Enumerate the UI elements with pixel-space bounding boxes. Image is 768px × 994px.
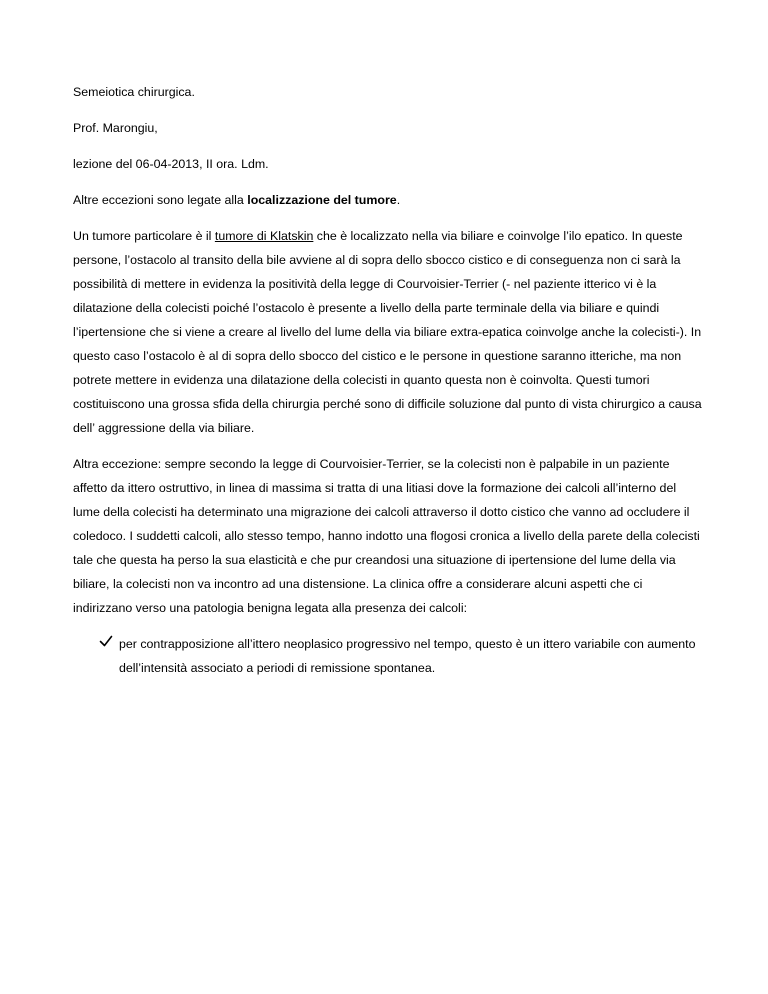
list-item bbox=[73, 632, 703, 680]
intro-bold-term: localizzazione del tumore bbox=[247, 193, 397, 207]
bullet-text: per contrapposizione all’ittero neoplasico progressivo nel tempo, questo è un ittero variabile con aumento dell’intensità associato a periodi di remissione spontanea. bbox=[119, 637, 696, 675]
checkmark-icon bbox=[99, 634, 113, 648]
intro-text: Altre eccezioni sono legate alla bbox=[73, 193, 248, 207]
course-title: Semeiotica chirurgica. bbox=[73, 85, 195, 99]
intro-end: . bbox=[396, 193, 401, 207]
klatskin-body: che è localizzato nella via biliare e coinvolge l’ilo epatico. In queste persone, l’ostacolo al transito della bile avviene al di sopra dello sbocco cistico e di conseguenza non ci sarà la possibilità di mettere in evidenza la positività della legge di Courvoisier-Terrier (- nel paziente itterico vi è la dilatazione della colecisti poiché l’ostacolo è presente a livello della parte terminale della via biliare e quindi l’ipertensione che si viene a creare al livello del lume della via biliare extra-epatica coinvolge anche la colecisti-). In questo caso l’ostacolo è al di sopra dello sbocco del cistico e le persone in questione saranno itteriche, ma non potrete mettere in evidenza una dilatazione della colecisti in quanto questa non è coinvolta. Questi tumori costituiscono una grossa sfida della chirurgia perché sono di difficile soluzione dal punto di vista chirurgico a causa dell’ aggressione della via biliare. bbox=[73, 229, 702, 435]
lesson-info: lezione del 06-04-2013, II ora. Ldm. bbox=[73, 157, 269, 171]
intro-paragraph bbox=[73, 188, 703, 212]
document-body bbox=[73, 80, 703, 680]
exception-paragraph: Altra eccezione: sempre secondo la legge di Courvoisier-Terrier, se la colecisti non è palpabile in un paziente affetto da ittero ostruttivo, in linea di massima si tratta di una litiasi dove la formazione dei calcoli all’interno del lume della colecisti ha determinato una migrazione dei calcoli attraverso il dotto cistico che vanno ad occludere il coledoco. I suddetti calcoli, allo stesso tempo, hanno indotto una flogosi cronica a livello della parete della colecisti tale che questa ha perso la sua elasticità e che pur creandosi una situazione di ipertensione del lume della via biliare, la colecisti non va incontro ad una distensione. La clinica offre a considerare alcuni aspetti che ci indirizzano verso una patologia benigna legata alla presenza dei calcoli: bbox=[73, 457, 700, 615]
klatskin-term: tumore di Klatskin bbox=[214, 229, 314, 243]
bullet-list bbox=[73, 632, 703, 680]
professor-name: Prof. Marongiu, bbox=[73, 121, 158, 135]
klatskin-lead: Un tumore particolare è il bbox=[73, 229, 215, 243]
klatskin-paragraph bbox=[73, 224, 703, 440]
